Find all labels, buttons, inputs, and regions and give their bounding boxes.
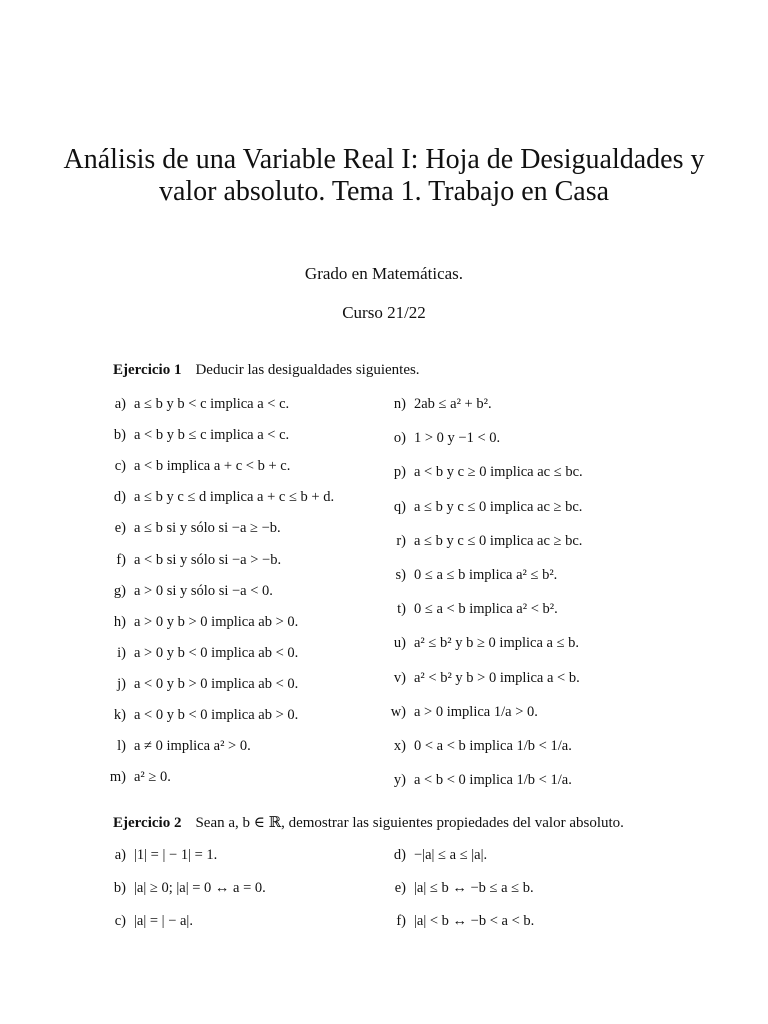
exercise1-item-b bbox=[106, 427, 289, 444]
exercise1-item-n bbox=[384, 396, 492, 413]
exercise1-item-m bbox=[106, 769, 171, 786]
item-text: 0 < a < b implica 1/b < 1/a. bbox=[414, 738, 572, 754]
item-text: a ≤ b y c ≤ d implica a + c ≤ b + d. bbox=[134, 489, 335, 506]
item-label: y) bbox=[393, 772, 406, 789]
item-label: b) bbox=[113, 880, 126, 896]
exercise-2-label: Ejercicio 2 bbox=[113, 815, 182, 831]
exercise1-item-l bbox=[106, 738, 251, 755]
item-text: 0 ≤ a ≤ b implica a² ≤ b². bbox=[414, 567, 558, 583]
exercise1-item-s bbox=[384, 567, 557, 584]
item-text: a > 0 y b > 0 implica ab > 0. bbox=[134, 613, 299, 630]
exercise-2-heading bbox=[113, 813, 624, 832]
item-label: d) bbox=[393, 847, 406, 863]
item-label: a) bbox=[114, 847, 126, 863]
document-title: Análisis de una Variable Real I: Hoja de Desigualdades y valor absoluto. Tema 1. Trabajo en Casa bbox=[63, 144, 705, 207]
item-text: |1| = | − 1| = 1. bbox=[134, 847, 218, 863]
exercise1-item-o bbox=[384, 430, 500, 447]
item-label: h) bbox=[113, 613, 126, 630]
exercise1-item-p bbox=[384, 464, 583, 481]
item-text: a ≤ b y c ≤ 0 implica ac ≥ bc. bbox=[414, 532, 583, 549]
item-label: l) bbox=[117, 738, 126, 755]
exercise-1-statement: Deducir las desigualdades siguientes. bbox=[195, 362, 420, 378]
item-text: a > 0 implica 1/a > 0. bbox=[414, 703, 538, 720]
item-label: k) bbox=[113, 707, 126, 723]
exercise1-item-j bbox=[106, 676, 298, 693]
item-text: a ≤ b y b < c implica a < c. bbox=[134, 396, 290, 412]
exercise2-item-d bbox=[384, 847, 487, 864]
exercise1-item-t bbox=[384, 601, 558, 618]
exercise1-item-q bbox=[384, 499, 582, 516]
exercise1-item-y bbox=[384, 772, 572, 789]
item-text: 2ab ≤ a² + b². bbox=[414, 396, 492, 412]
item-text: a < b y c ≥ 0 implica ac ≤ bc. bbox=[414, 464, 583, 481]
exercise2-item-f bbox=[384, 913, 534, 930]
item-text: |a| ≥ 0; |a| = 0 ↔ a = 0. bbox=[134, 880, 266, 896]
exercise-2-statement: Sean a, b ∈ ℝ, demostrar las siguientes propiedades del valor absoluto. bbox=[195, 815, 624, 831]
item-label: s) bbox=[395, 567, 406, 583]
item-text: |a| = | − a|. bbox=[134, 913, 193, 929]
item-text: a < b si y sólo si −a > −b. bbox=[134, 551, 282, 568]
item-label: c) bbox=[114, 458, 126, 475]
item-text: 0 ≤ a < b implica a² < b². bbox=[414, 601, 558, 618]
item-label: q) bbox=[393, 498, 406, 515]
item-label: w) bbox=[390, 703, 406, 720]
item-label: t) bbox=[397, 601, 406, 618]
item-label: x) bbox=[393, 738, 406, 754]
item-text: a² ≤ b² y b ≥ 0 implica a ≤ b. bbox=[414, 635, 580, 652]
item-label: a) bbox=[114, 396, 126, 412]
exercise2-item-e bbox=[384, 880, 534, 897]
exercise1-item-v bbox=[384, 670, 580, 687]
exercise2-item-a bbox=[106, 847, 217, 864]
item-label: r) bbox=[396, 532, 406, 549]
exercise1-item-h bbox=[106, 614, 298, 631]
item-text: |a| < b ↔ −b < a < b. bbox=[414, 913, 535, 929]
item-text: a > 0 y b < 0 implica ab < 0. bbox=[134, 644, 299, 661]
item-text: |a| ≤ b ↔ −b ≤ a ≤ b. bbox=[414, 880, 534, 896]
item-label: e) bbox=[114, 520, 126, 537]
item-text: a > 0 si y sólo si −a < 0. bbox=[134, 582, 273, 599]
item-text: a ≤ b y c ≤ 0 implica ac ≥ bc. bbox=[414, 498, 583, 515]
item-text: a < b implica a + c < b + c. bbox=[134, 458, 291, 475]
exercise1-item-a bbox=[106, 396, 289, 413]
item-text: −|a| ≤ a ≤ |a|. bbox=[414, 847, 488, 863]
item-label: e) bbox=[394, 880, 406, 896]
exercise1-item-x bbox=[384, 738, 572, 755]
item-label: j) bbox=[117, 675, 126, 692]
item-label: c) bbox=[114, 913, 126, 929]
item-label: u) bbox=[393, 635, 406, 652]
exercise1-item-g bbox=[106, 583, 273, 600]
item-text: a ≤ b si y sólo si −a ≥ −b. bbox=[134, 520, 281, 537]
item-label: f) bbox=[116, 551, 126, 568]
item-label: v) bbox=[393, 669, 406, 686]
item-label: f) bbox=[396, 913, 406, 929]
item-text: a < b < 0 implica 1/b < 1/a. bbox=[414, 772, 572, 789]
exercise1-item-r bbox=[384, 533, 582, 550]
exercise1-item-k bbox=[106, 707, 298, 724]
item-text: a ≠ 0 implica a² > 0. bbox=[134, 738, 251, 755]
item-label: n) bbox=[393, 396, 406, 412]
exercise1-item-d bbox=[106, 489, 334, 506]
exercise1-item-c bbox=[106, 458, 290, 475]
item-text: a² < b² y b > 0 implica a < b. bbox=[414, 669, 580, 686]
exercise1-item-f bbox=[106, 552, 281, 569]
exercise-1-heading bbox=[113, 362, 420, 379]
course-subtitle: Curso 21/22 bbox=[342, 303, 426, 322]
exercise1-item-e bbox=[106, 520, 281, 537]
item-text: a < 0 y b < 0 implica ab > 0. bbox=[134, 707, 299, 723]
exercise1-item-u bbox=[384, 635, 579, 652]
exercise2-item-c bbox=[106, 913, 193, 930]
item-text: a² ≥ 0. bbox=[134, 769, 171, 786]
item-label: m) bbox=[109, 769, 126, 786]
exercise-1-label: Ejercicio 1 bbox=[113, 362, 182, 378]
item-label: d) bbox=[113, 489, 126, 506]
item-label: b) bbox=[113, 427, 126, 444]
item-text: a < 0 y b > 0 implica ab < 0. bbox=[134, 675, 299, 692]
exercise2-item-b bbox=[106, 880, 266, 897]
item-text: 1 > 0 y −1 < 0. bbox=[414, 430, 501, 447]
degree-subtitle: Grado en Matemáticas. bbox=[304, 264, 464, 283]
item-label: g) bbox=[113, 582, 126, 599]
exercise1-item-w bbox=[384, 704, 538, 721]
exercise1-item-i bbox=[106, 645, 298, 662]
item-text: a < b y b ≤ c implica a < c. bbox=[134, 427, 290, 444]
item-label: o) bbox=[393, 430, 406, 447]
item-label: i) bbox=[117, 644, 126, 661]
item-label: p) bbox=[393, 464, 406, 481]
